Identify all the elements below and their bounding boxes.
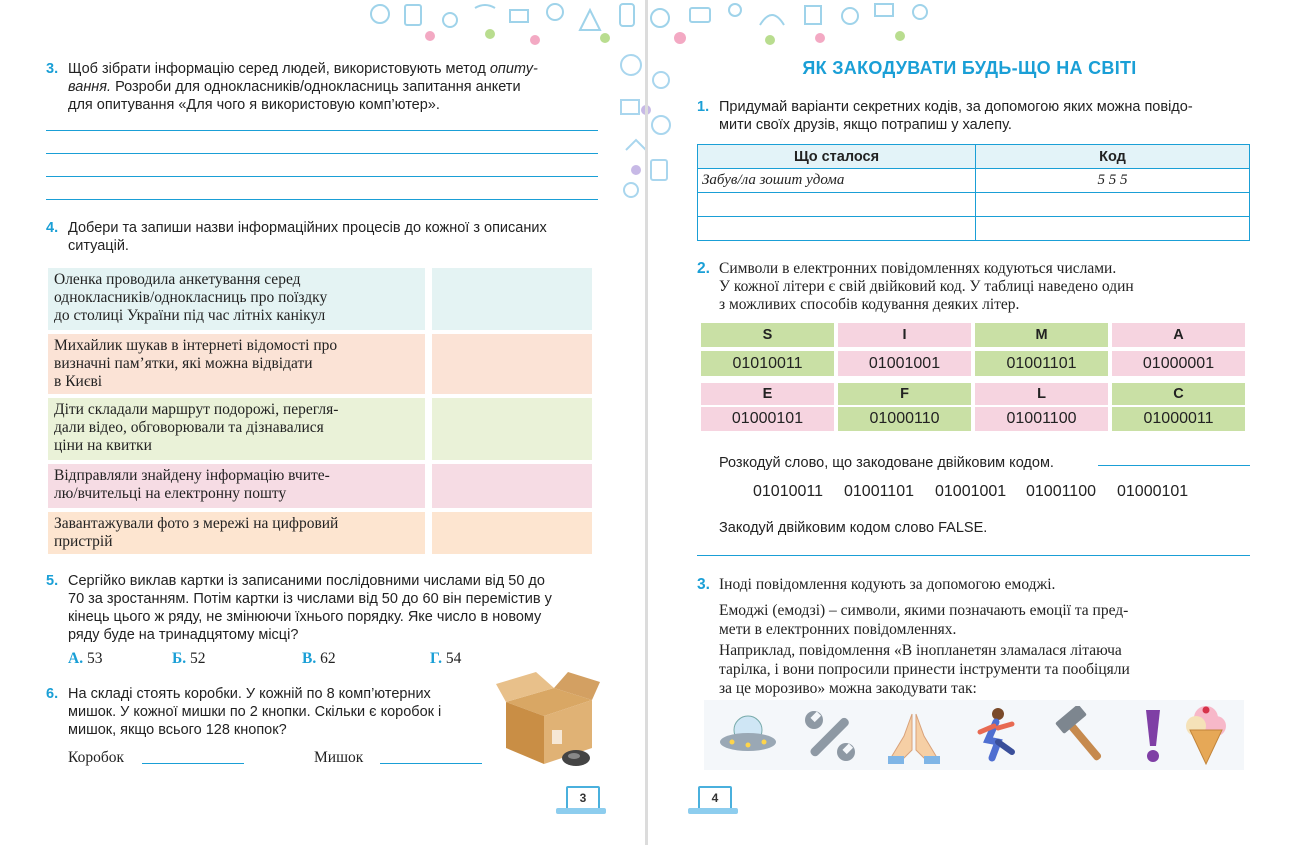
task-number: 1. (697, 99, 710, 115)
situation-line: Михайлик шукав в інтернеті відомості про (54, 337, 338, 354)
example-what: Забув/ла зошит удома (698, 169, 976, 193)
praying-hands-icon (884, 706, 944, 766)
task-number: 4. (46, 220, 59, 236)
task-text: Емоджі (емодзі) – символи, якими позначають емоції та пред- (719, 602, 1129, 619)
letter-cell: M (975, 323, 1108, 347)
option-a[interactable] (68, 650, 102, 668)
answer-line[interactable] (46, 153, 598, 154)
situation-line: ціни на квитки (54, 437, 152, 454)
letter-cell: L (975, 383, 1108, 405)
letter-cell: F (838, 383, 971, 405)
option-value: 54 (445, 650, 462, 667)
decode-code: 01001001 (935, 483, 1007, 500)
task-3-left (46, 60, 598, 114)
option-letter: В. (302, 650, 317, 667)
option-d[interactable] (430, 650, 461, 668)
task-text: Придумай варіанти секретних кодів, за допомогою яких можна повідо- (719, 99, 1193, 115)
situation-line: Діти складали маршрут подорожі, перегля- (54, 401, 339, 418)
task-2-right (697, 260, 1249, 314)
emoji-strip (704, 700, 1244, 770)
task-text: тарілка, і вони попросили принести інструменти та пообіцяли (719, 661, 1130, 678)
task-text: Сергійко виклав картки із записаними послідовними числами від 50 до (68, 573, 545, 589)
letter-cell: I (838, 323, 971, 347)
letter-cell: E (701, 383, 834, 405)
box-icon (496, 670, 600, 770)
task-text: ряду буде на тринадцятому місці? (68, 627, 299, 643)
task-text: мишок, якщо всього 128 кнопок? (68, 722, 287, 738)
situation-line: Відправляли знайдену інформацію вчите- (54, 467, 330, 484)
example-code: 5 5 5 (976, 169, 1250, 193)
situation-line: пристрій (54, 533, 113, 550)
code-cell: 01000011 (1112, 407, 1245, 431)
ice-cream-icon (1184, 704, 1228, 766)
decode-code: 01001101 (844, 483, 914, 500)
task-4-left (46, 219, 598, 255)
right-page (648, 0, 1291, 845)
option-b[interactable] (172, 650, 206, 668)
secret-codes-table (697, 144, 1250, 241)
letter-cell: C (1112, 383, 1245, 405)
task-3-right (697, 576, 1249, 594)
ufo-icon (718, 710, 778, 760)
letter-cell: A (1112, 323, 1245, 347)
task-text: Наприклад, повідомлення «В інопланетян зламалася літаюча (719, 642, 1122, 659)
option-letter: Г. (430, 650, 442, 667)
task-number: 6. (46, 686, 59, 702)
input-cell[interactable] (698, 193, 976, 217)
task-5-left (46, 572, 598, 644)
task-text: мити своїх друзів, якщо потрапиш у халепу. (719, 117, 1012, 133)
task-text: кінець цього ж ряду, не змінюючи їхнього порядку. Яке число в новому (68, 609, 542, 625)
boxes-answer-line[interactable] (142, 763, 244, 764)
situation-text (48, 334, 425, 394)
task-number: 2. (697, 260, 710, 277)
situation-line: до столиці України під час літніх канікул (54, 307, 326, 324)
option-letter: А. (68, 650, 84, 667)
task-number: 5. (46, 573, 59, 589)
decode-answer-line[interactable] (1098, 465, 1250, 466)
task-text: ситуацій. (68, 238, 129, 254)
situation-answer-field[interactable] (432, 334, 592, 394)
emoji-example (719, 641, 1249, 698)
decode-code: 01001100 (1026, 483, 1096, 500)
task-text: мети в електронних повідомленнях. (719, 621, 957, 638)
situation-line: дали відео, обговорювали та дізнавалися (54, 419, 324, 436)
letter-cell: S (701, 323, 834, 347)
decode-code: 01000101 (1117, 483, 1189, 500)
situation-text (48, 512, 425, 554)
input-cell[interactable] (698, 217, 976, 241)
task-number: 3. (697, 576, 710, 593)
task-number: 3. (46, 61, 59, 77)
page-title: ЯК ЗАКОДУВАТИ БУДЬ-ЩО НА СВІТІ (802, 58, 1137, 78)
task-text: мишок. У кожної мишки по 2 кнопки. Скільки є коробок і (68, 704, 442, 720)
task-text: На складі стоять коробки. У кожній по 8 комп’ютерних (68, 686, 431, 702)
option-value: 53 (86, 650, 103, 667)
col-what-header: Що сталося (698, 145, 976, 169)
answer-line[interactable] (46, 176, 598, 177)
situation-line: однокласників/однокласниць про поїздку (54, 289, 328, 306)
situation-text (48, 268, 425, 330)
emoji-definition (719, 601, 1249, 639)
mice-label: Мишок (314, 749, 364, 766)
situation-line: Завантажували фото з мережі на цифровий (54, 515, 339, 532)
task-text: Розроби для однокласників/однокласниць запитання анкети (111, 79, 521, 95)
encode-answer-line[interactable] (697, 555, 1250, 556)
situation-text (48, 398, 425, 460)
answer-line[interactable] (46, 130, 598, 131)
task-text: Щоб зібрати інформацію серед людей, використовують метод (68, 61, 490, 77)
input-cell[interactable] (976, 217, 1250, 241)
mice-answer-line[interactable] (380, 763, 482, 764)
situation-line: в Києві (54, 373, 103, 390)
code-cell: 01000110 (838, 407, 971, 431)
situation-text (48, 464, 425, 508)
page-number-right (688, 786, 738, 816)
situation-line: Оленка проводила анкетування серед (54, 271, 301, 288)
decode-code: 01010011 (753, 483, 823, 500)
situation-answer-field[interactable] (432, 512, 592, 554)
task-text: за це морозиво» можна закодувати так: (719, 680, 977, 697)
task-text-italic: опиту- (489, 61, 538, 77)
code-cell: 01000101 (701, 407, 834, 431)
decode-prompt: Розкодуй слово, що закодоване двійковим кодом. (719, 455, 1054, 471)
situation-answer-field[interactable] (432, 398, 592, 460)
task-text: Символи в електронних повідомленнях кодуються числами. (719, 260, 1117, 277)
option-value: 62 (320, 650, 336, 667)
task-text: 70 за зростанням. Потім картки із числами від 50 до 60 він перемістив у (68, 591, 552, 607)
situation-line: визначні пам’ятки, які можна відвідати (54, 355, 313, 372)
code-cell: 01001001 (838, 351, 971, 376)
page-number-left (556, 786, 606, 816)
situation-line: лю/вчительці на електронну пошту (54, 485, 287, 502)
task-6-left (46, 685, 498, 739)
answer-line[interactable] (46, 199, 598, 200)
code-cell: 01000001 (1112, 351, 1245, 376)
wrench-icon (802, 708, 858, 764)
code-cell: 01010011 (701, 351, 834, 376)
task-text: Добери та запиши назви інформаційних процесів до кожної з описаних (68, 220, 547, 236)
page-number-text: 4 (698, 786, 732, 810)
page-number-text: 3 (566, 786, 600, 810)
task-text: з можливих способів кодування деяких літер. (719, 296, 1020, 313)
hammer-icon (1050, 706, 1110, 766)
running-person-icon (968, 706, 1024, 766)
col-code-header: Код (976, 145, 1250, 169)
encode-prompt: Закодуй двійковим кодом слово FALSE. (719, 520, 988, 536)
situation-answer-field[interactable] (432, 464, 592, 508)
task-text: для опитування «Для чого я використовую комп’ютер». (68, 97, 440, 113)
task-text-italic: вання. (68, 79, 112, 95)
input-cell[interactable] (976, 193, 1250, 217)
option-c[interactable] (302, 650, 336, 668)
exclamation-icon (1138, 706, 1168, 766)
task-1-right (697, 98, 1254, 134)
situation-answer-field[interactable] (432, 268, 592, 330)
option-letter: Б. (172, 650, 187, 667)
code-cell: 01001100 (975, 407, 1108, 431)
boxes-label: Коробок (68, 749, 124, 766)
task-text: У кожної літери є свій двійковий код. У таблиці наведено один (719, 278, 1134, 295)
option-value: 52 (190, 650, 206, 667)
code-cell: 01001101 (975, 351, 1108, 376)
task-text: Іноді повідомлення кодують за допомогою емоджі. (719, 576, 1056, 593)
